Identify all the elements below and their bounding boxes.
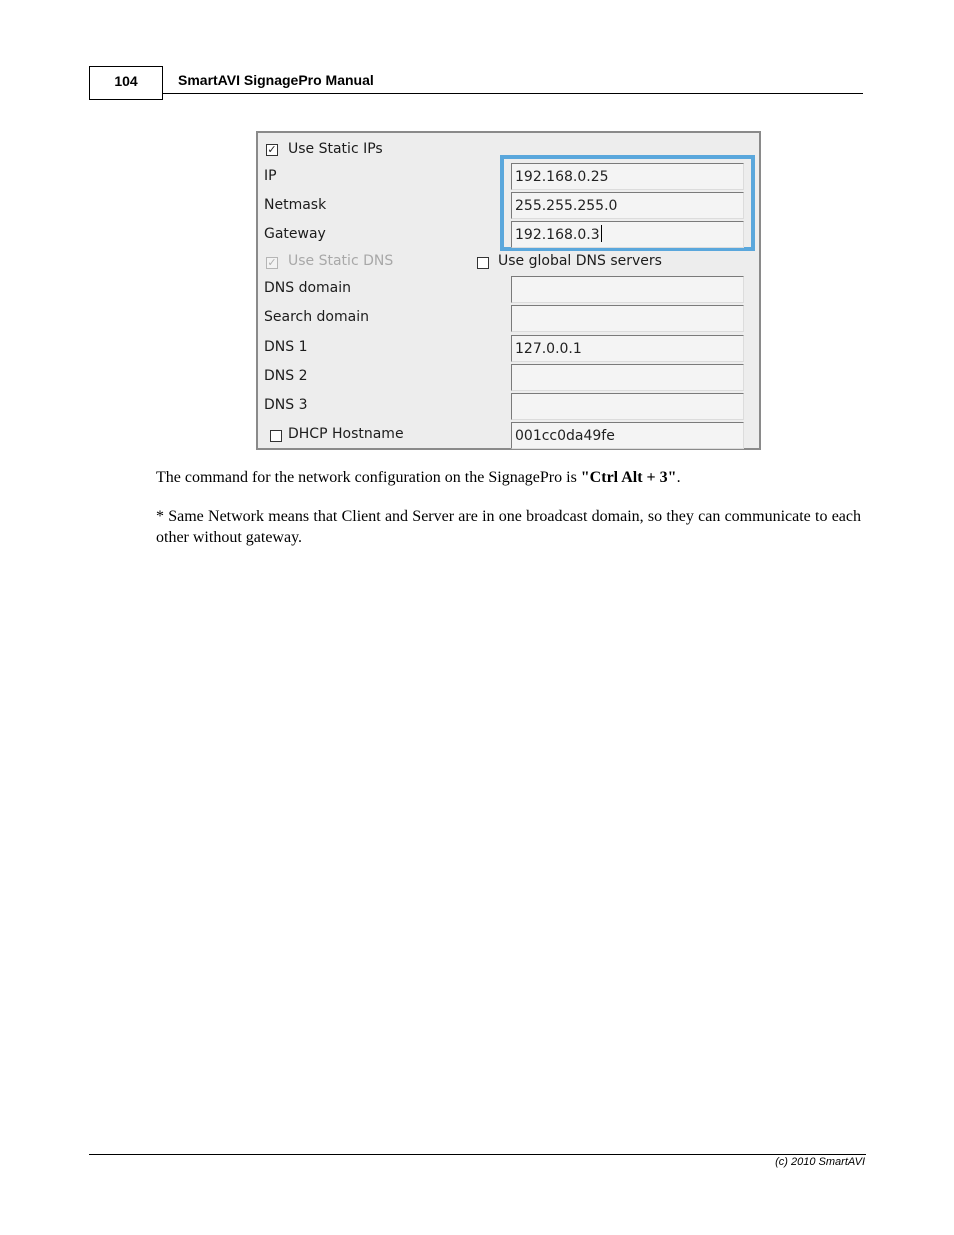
- manual-title: SmartAVI SignagePro Manual: [178, 72, 374, 88]
- gateway-label: Gateway: [264, 226, 326, 242]
- netmask-label: Netmask: [264, 197, 327, 213]
- search-domain-input[interactable]: [511, 305, 744, 332]
- search-domain-label: Search domain: [264, 309, 369, 325]
- gateway-input[interactable]: [511, 221, 744, 248]
- same-network-note: * Same Network means that Client and Server are in one broadcast domain, so they can communicate to each other without gateway.: [156, 508, 861, 546]
- dns3-input[interactable]: [511, 393, 744, 420]
- dns1-input[interactable]: 127.0.0.1: [511, 335, 744, 362]
- use-static-dns-checkbox[interactable]: ✓: [267, 256, 277, 269]
- ip-value: 192.168.0.25: [515, 169, 609, 185]
- dns2-input[interactable]: [511, 364, 744, 391]
- netmask-value: 255.255.255.0: [515, 198, 618, 214]
- command-text-suffix: .: [676, 469, 681, 486]
- header-rule: [163, 93, 863, 94]
- dns-domain-label: DNS domain: [264, 280, 352, 296]
- command-paragraph: [156, 467, 861, 488]
- use-static-ips-checkbox[interactable]: ✓: [267, 143, 277, 156]
- footer-copyright: (c) 2010 SmartAVI: [775, 1156, 865, 1168]
- dns2-label: DNS 2: [264, 368, 308, 384]
- ip-label: IP: [264, 168, 277, 184]
- ip-input[interactable]: [511, 163, 744, 190]
- dns3-label: DNS 3: [264, 397, 308, 413]
- dns-domain-input[interactable]: [511, 276, 744, 303]
- command-keys: "Ctrl Alt + 3": [580, 469, 677, 486]
- command-text-prefix: The command for the network configuration on the SignagePro is: [156, 469, 581, 486]
- dhcp-hostname-input[interactable]: 001cc0da49fe: [511, 422, 744, 449]
- dhcp-hostname-checkbox[interactable]: [270, 430, 282, 442]
- dhcp-hostname-label: DHCP Hostname: [288, 426, 404, 442]
- use-static-dns-label: Use Static DNS: [288, 253, 394, 269]
- network-config-panel: [256, 131, 761, 450]
- use-static-ips-label: Use Static IPs: [288, 141, 383, 157]
- text-cursor: [601, 225, 602, 242]
- page-number: 104: [89, 66, 163, 100]
- netmask-input[interactable]: [511, 192, 744, 219]
- gateway-value: 192.168.0.3: [515, 227, 600, 243]
- use-global-dns-checkbox[interactable]: [477, 257, 489, 269]
- dns1-label: DNS 1: [264, 339, 308, 355]
- footer-rule: [89, 1154, 866, 1155]
- use-global-dns-label: Use global DNS servers: [498, 253, 662, 269]
